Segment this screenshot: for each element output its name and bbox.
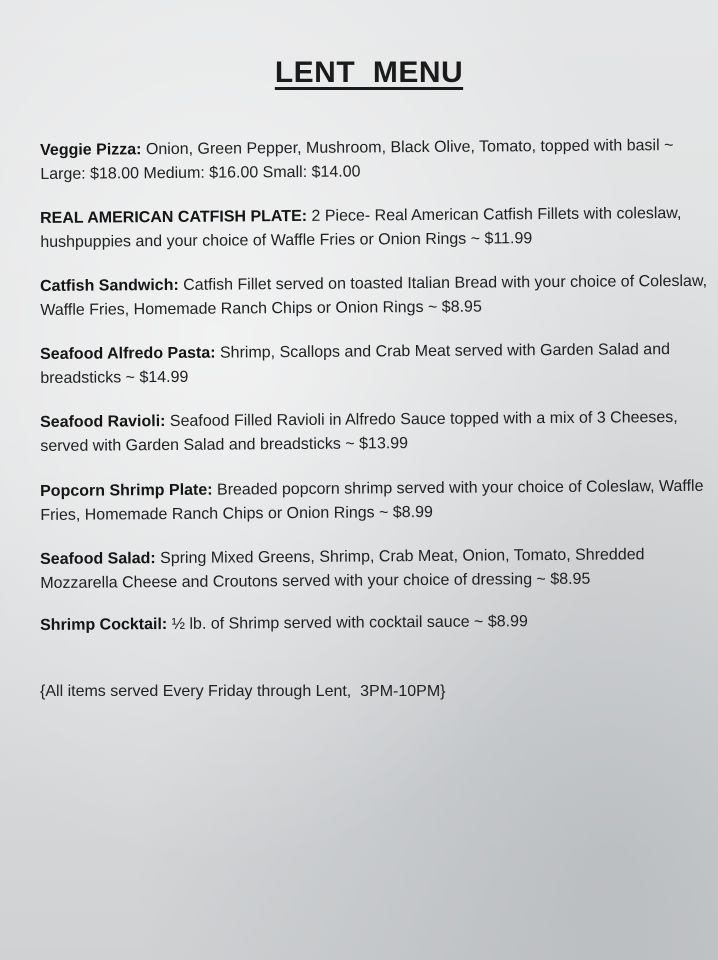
menu-item-name: Catfish Sandwich: xyxy=(40,276,179,295)
menu-item-seafood-ravioli xyxy=(40,406,710,459)
menu-item-name: Seafood Salad: xyxy=(40,550,156,568)
menu-item-name: Seafood Ravioli: xyxy=(40,413,166,431)
menu-item-description: Spring Mixed Greens, Shrimp, Crab Meat, Onion, Tomato, Shredded Mozzarella Cheese and Croutons served with your choice of dressing ~ $8.95 xyxy=(40,546,645,592)
menu-item-description: Onion, Green Pepper, Mushroom, Black Olive, Tomato, topped with basil ~ Large: $18.00 Medium: $16.00 Small: $14.00 xyxy=(40,137,674,183)
menu-item-description: Breaded popcorn shrimp served with your choice of Coleslaw, Waffle Fries, Homemade Ranch Chips or Onion Rings ~ $8.99 xyxy=(40,477,704,524)
menu-item-description: Shrimp, Scallops and Crab Meat served with Garden Salad and breadsticks ~ $14.99 xyxy=(40,341,671,387)
menu-item-catfish-plate xyxy=(40,202,710,255)
menu-item-name: Shrimp Cocktail: xyxy=(40,616,168,634)
menu-item-description: 2 Piece- Real American Catfish Fillets with coleslaw, hushpuppies and your choice of Waffle Fries or Onion Rings ~ $11.99 xyxy=(40,204,682,251)
menu-item-description: Seafood Filled Ravioli in Alfredo Sauce topped with a mix of 3 Cheeses, served with Garden Salad and breadsticks ~ $13.99 xyxy=(40,408,678,455)
menu-item-popcorn-shrimp xyxy=(40,475,710,528)
menu-item-name: Popcorn Shrimp Plate: xyxy=(40,481,213,500)
menu-item-catfish-sandwich xyxy=(40,270,710,323)
menu-title-text: LENT MENU xyxy=(274,56,464,89)
menu-title xyxy=(0,56,718,90)
menu-item-description: ½ lb. of Shrimp served with cocktail sauce ~ $8.99 xyxy=(167,613,528,634)
menu-item-seafood-salad xyxy=(40,543,710,596)
menu-footer-note: {All items served Every Friday through Lent, 3PM-10PM} xyxy=(40,683,446,700)
menu-item-shrimp-cocktail xyxy=(40,609,710,638)
menu-item-seafood-alfredo xyxy=(40,338,710,391)
menu-item-name: REAL AMERICAN CATFISH PLATE: xyxy=(40,207,308,227)
menu-item-name: Veggie Pizza: xyxy=(40,141,142,159)
menu-item-description: Catfish Fillet served on toasted Italian Bread with your choice of Coleslaw, Waffle Fries, Homemade Ranch Chips or Onion Rings ~ $8.95 xyxy=(40,272,708,319)
menu-item-veggie-pizza xyxy=(40,134,710,187)
menu-item-name: Seafood Alfredo Pasta: xyxy=(40,344,216,363)
